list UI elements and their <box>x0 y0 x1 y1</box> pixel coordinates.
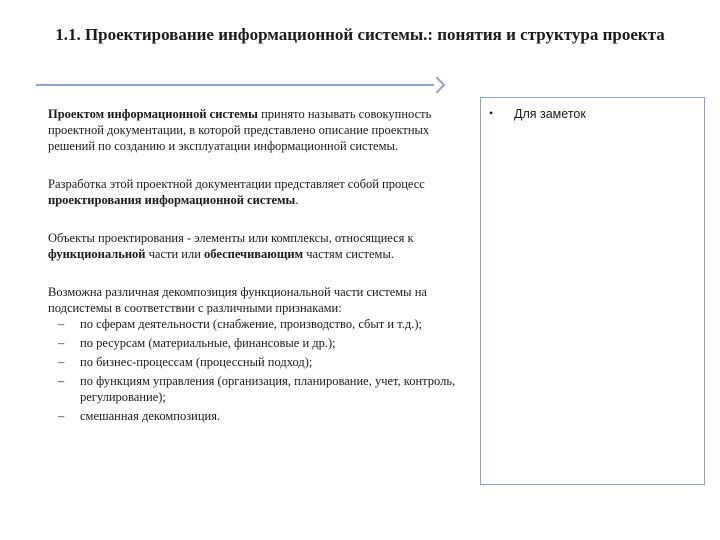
term-project: Проектом информационной системы <box>48 107 258 121</box>
title-underline <box>36 84 434 86</box>
notes-bullet: • <box>489 106 494 120</box>
paragraph-design-objects <box>48 230 458 262</box>
paragraph-decomposition <box>48 284 458 424</box>
notes-box[interactable] <box>480 97 705 485</box>
design-objects-end: частям системы. <box>303 247 394 261</box>
design-process-end: . <box>295 193 299 207</box>
design-objects-lead: Объекты проектирования - элементы или комплексы, относящиеся к <box>48 231 414 245</box>
underline-arrow-icon <box>429 77 446 94</box>
list-item: – по сферам деятельности (снабжение, производство, сбыт и т.д.); <box>48 316 458 332</box>
term-supporting: обеспечивающим <box>204 247 304 261</box>
definition-text: принято называть совокупность проектной документации, в которой представлено описание проектных решений по созданию и эксплуатации информационной системы. <box>48 107 432 153</box>
design-objects-mid: части или <box>145 247 205 261</box>
paragraph-design-process <box>48 176 458 208</box>
notes-label: Для заметок <box>514 107 586 121</box>
term-functional: функциональной <box>48 247 146 261</box>
list-item: – смешанная декомпозиция. <box>48 408 458 424</box>
decomposition-intro: Возможна различная декомпозиция функциональной части системы на подсистемы в соответствии с различными признаками: <box>48 285 427 315</box>
list-item: – по бизнес-процессам (процессный подход); <box>48 354 458 370</box>
main-content <box>48 106 458 427</box>
decomposition-list <box>48 316 458 424</box>
list-item: – по ресурсам (материальные, финансовые и др.); <box>48 335 458 351</box>
term-design: проектирования информационной системы <box>48 193 296 207</box>
slide-title: 1.1. Проектирование информационной системы.: понятия и структура проекта <box>55 25 665 44</box>
paragraph-definition <box>48 106 458 154</box>
list-item: – по функциям управления (организация, планирование, учет, контроль, регулирование); <box>48 373 458 405</box>
design-process-lead: Разработка этой проектной документации представляет собой процесс <box>48 177 425 191</box>
